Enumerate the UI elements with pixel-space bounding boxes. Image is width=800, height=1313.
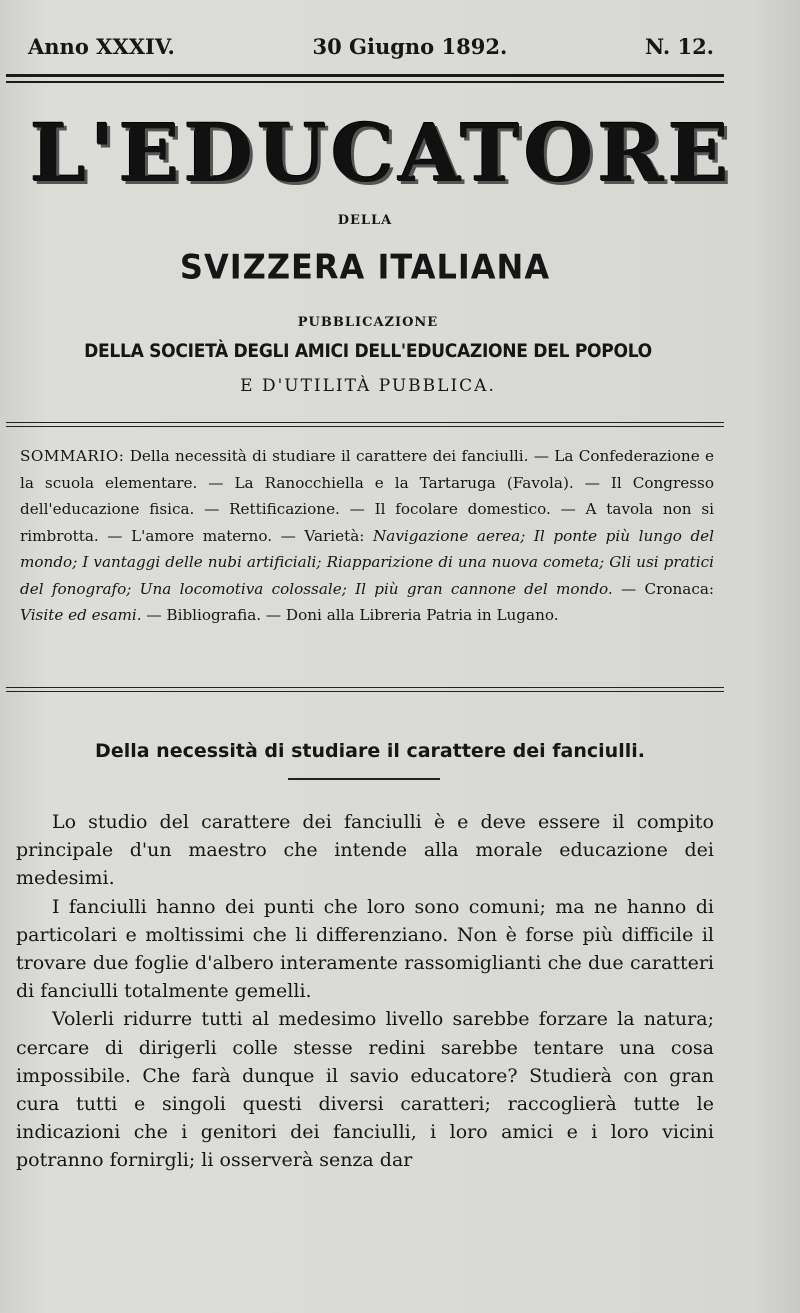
article-title: Della necessità di studiare il carattere dei fanciulli.: [95, 740, 645, 762]
summary-block: [20, 443, 714, 629]
summary-tail: — Bibliografia. — Doni alla Libreria Patria in Lugano.: [146, 606, 559, 624]
masthead-subtitle: SVIZZERA ITALIANA: [179, 247, 551, 287]
masthead-title: L'EDUCATORE: [30, 106, 733, 200]
summary-varieta: Navigazione aerea; Il ponte più lungo del mondo; I vantaggi delle nubi artificiali; Riapparizione di una nuova cometa; Gli usi pratici del fonografo; Una locomotiva colossale; Il più gran cannone del mondo.: [20, 526, 715, 598]
masthead-rule: [6, 422, 724, 427]
header-rule: [6, 74, 724, 83]
volume-number: Anno XXXIV.: [28, 34, 175, 59]
article-paragraph: Lo studio del carattere dei fanciulli è e deve essere il compito principale d'un maestro che intende alla morale educazione dei medesimi.: [16, 811, 714, 890]
summary-cronaca: Visite ed esami.: [20, 606, 142, 624]
article-title-rule: [288, 778, 440, 780]
masthead-della: DELLA: [337, 213, 393, 228]
summary-cronaca-label: — Cronaca:: [621, 579, 715, 598]
article-paragraph: I fanciulli hanno dei punti che loro sono comuni; ma ne hanno di particolari e moltissimi che li differenziano. Non è forse più difficile il trovare due foglie d'albero interamente rassomiglianti che due caratteri di fanciulli totalmente gemelli.: [16, 895, 714, 1003]
issue-date: 30 Giugno 1892.: [312, 34, 508, 59]
masthead-pubblicazione: PUBBLICAZIONE: [297, 315, 439, 330]
masthead-utilita: E D'UTILITÀ PUBBLICA.: [240, 376, 496, 396]
article-paragraph: Volerli ridurre tutti al medesimo livello sarebbe forzare la natura; cercare di dirigerli colle stesse redini sarebbe tentare una cosa impossibile. Che farà dunque il savio educatore? Studierà con gran cura tutti e singoli questi diversi caratteri; raccoglierà tutte le indicazioni che i genitori dei fanciulli, i loro amici e i loro vicini potranno fornirgli; li osserverà senza dar: [16, 1008, 714, 1172]
issue-number: N. 12.: [644, 34, 714, 59]
summary-varieta-label: — Varietà:: [280, 526, 365, 545]
masthead-societa: DELLA SOCIETÀ DEGLI AMICI DELL'EDUCAZIONE DEL POPOLO: [84, 340, 652, 362]
issue-header: [28, 34, 714, 59]
summary-label: SOMMARIO:: [20, 447, 125, 465]
article-body: [16, 808, 714, 1175]
summary-contents: Della necessità di studiare il carattere dei fanciulli. — La Confederazione e la scuola elementare. — La Ranocchiella e la Tartaruga (Favola). — Il Congresso dell'educazione fisica. — Rettificazione. — Il focolare domestico. — A tavola non si rimbrotta. — L'amore materno.: [20, 447, 714, 545]
summary-rule: [6, 687, 724, 692]
